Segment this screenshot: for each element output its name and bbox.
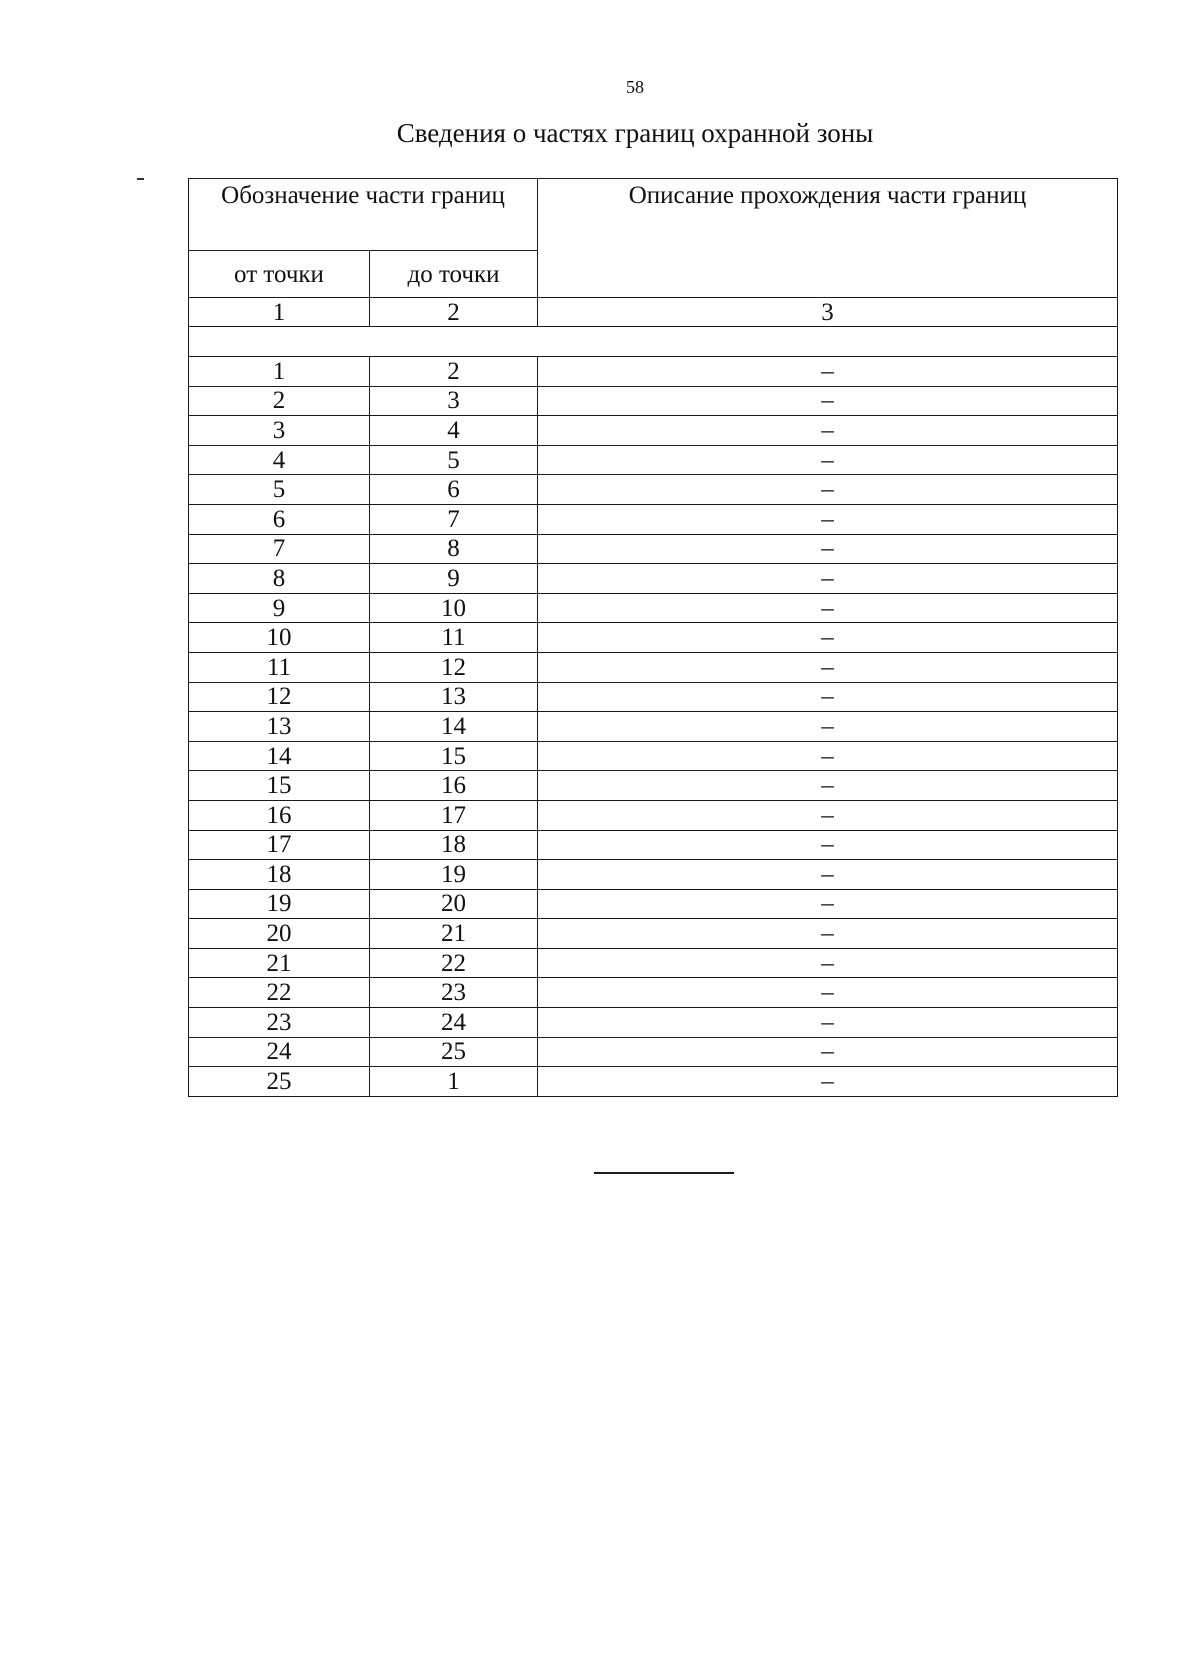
column-number-row xyxy=(189,298,1118,327)
from-point-cell: 24 xyxy=(189,1037,370,1067)
to-point-cell: 10 xyxy=(370,593,538,623)
from-point-cell: 21 xyxy=(189,948,370,978)
from-point-cell: 7 xyxy=(189,534,370,564)
page-number: 58 xyxy=(626,77,644,97)
description-cell: – xyxy=(538,416,1118,446)
description-cell: – xyxy=(538,504,1118,534)
header-to-point: до точки xyxy=(370,251,538,298)
table-row xyxy=(189,978,1118,1008)
description-cell: – xyxy=(538,860,1118,890)
table-row xyxy=(189,445,1118,475)
description-cell: – xyxy=(538,682,1118,712)
to-point-cell: 16 xyxy=(370,771,538,801)
description-cell: – xyxy=(538,1037,1118,1067)
from-point-cell: 17 xyxy=(189,830,370,860)
description-cell: – xyxy=(538,800,1118,830)
to-point-cell: 11 xyxy=(370,623,538,653)
to-point-cell: 20 xyxy=(370,889,538,919)
table-row xyxy=(189,593,1118,623)
description-cell: – xyxy=(538,741,1118,771)
to-point-cell: 4 xyxy=(370,416,538,446)
from-point-cell: 16 xyxy=(189,800,370,830)
description-cell: – xyxy=(538,978,1118,1008)
to-point-cell: 17 xyxy=(370,800,538,830)
from-point-cell: 9 xyxy=(189,593,370,623)
description-cell: – xyxy=(538,1067,1118,1097)
description-cell: – xyxy=(538,919,1118,949)
table-row xyxy=(189,712,1118,742)
empty-section-cell xyxy=(189,327,1118,357)
from-point-cell: 8 xyxy=(189,564,370,594)
header-from-point: от точки xyxy=(189,251,370,298)
table-row xyxy=(189,682,1118,712)
description-cell: – xyxy=(538,889,1118,919)
from-point-cell: 18 xyxy=(189,860,370,890)
description-cell: – xyxy=(538,386,1118,416)
description-cell: – xyxy=(538,593,1118,623)
to-point-cell: 2 xyxy=(370,357,538,387)
table-row xyxy=(189,948,1118,978)
table-row xyxy=(189,860,1118,890)
description-cell: – xyxy=(538,357,1118,387)
to-point-cell: 25 xyxy=(370,1037,538,1067)
to-point-cell: 9 xyxy=(370,564,538,594)
table-row xyxy=(189,741,1118,771)
table-row xyxy=(189,357,1118,387)
table-row xyxy=(189,416,1118,446)
from-point-cell: 23 xyxy=(189,1008,370,1038)
from-point-cell: 19 xyxy=(189,889,370,919)
description-cell: – xyxy=(538,623,1118,653)
from-point-cell: 12 xyxy=(189,682,370,712)
to-point-cell: 7 xyxy=(370,504,538,534)
from-point-cell: 25 xyxy=(189,1067,370,1097)
table-row xyxy=(189,830,1118,860)
table-row xyxy=(189,623,1118,653)
from-point-cell: 5 xyxy=(189,475,370,505)
table-row xyxy=(189,504,1118,534)
table-row xyxy=(189,771,1118,801)
table-row xyxy=(189,1037,1118,1067)
table-row xyxy=(189,534,1118,564)
description-cell: – xyxy=(538,564,1118,594)
to-point-cell: 21 xyxy=(370,919,538,949)
from-point-cell: 10 xyxy=(189,623,370,653)
description-cell: – xyxy=(538,652,1118,682)
table-row xyxy=(189,800,1118,830)
end-of-section-rule xyxy=(594,1172,734,1174)
description-cell: – xyxy=(538,948,1118,978)
column-number-2: 2 xyxy=(370,298,538,327)
to-point-cell: 6 xyxy=(370,475,538,505)
column-number-3: 3 xyxy=(538,298,1118,327)
table-header-row xyxy=(189,179,1118,251)
to-point-cell: 19 xyxy=(370,860,538,890)
to-point-cell: 15 xyxy=(370,741,538,771)
to-point-cell: 13 xyxy=(370,682,538,712)
from-point-cell: 14 xyxy=(189,741,370,771)
from-point-cell: 20 xyxy=(189,919,370,949)
from-point-cell: 11 xyxy=(189,652,370,682)
to-point-cell: 24 xyxy=(370,1008,538,1038)
table-row xyxy=(189,386,1118,416)
header-boundary-designation: Обозначение части границ xyxy=(189,179,538,251)
to-point-cell: 3 xyxy=(370,386,538,416)
table-row xyxy=(189,889,1118,919)
from-point-cell: 3 xyxy=(189,416,370,446)
table-row xyxy=(189,1067,1118,1097)
boundary-parts-table xyxy=(188,178,1118,1097)
from-point-cell: 22 xyxy=(189,978,370,1008)
from-point-cell: 2 xyxy=(189,386,370,416)
from-point-cell: 13 xyxy=(189,712,370,742)
table-row xyxy=(189,475,1118,505)
table-row xyxy=(189,652,1118,682)
table-row xyxy=(189,1008,1118,1038)
from-point-cell: 6 xyxy=(189,504,370,534)
to-point-cell: 22 xyxy=(370,948,538,978)
to-point-cell: 23 xyxy=(370,978,538,1008)
description-cell: – xyxy=(538,475,1118,505)
from-point-cell: 4 xyxy=(189,445,370,475)
scan-artifact-mark xyxy=(137,178,144,180)
to-point-cell: 5 xyxy=(370,445,538,475)
description-cell: – xyxy=(538,712,1118,742)
to-point-cell: 8 xyxy=(370,534,538,564)
from-point-cell: 1 xyxy=(189,357,370,387)
empty-section-row xyxy=(189,327,1118,357)
column-number-1: 1 xyxy=(189,298,370,327)
to-point-cell: 18 xyxy=(370,830,538,860)
description-cell: – xyxy=(538,1008,1118,1038)
table-row xyxy=(189,564,1118,594)
description-cell: – xyxy=(538,534,1118,564)
to-point-cell: 14 xyxy=(370,712,538,742)
description-cell: – xyxy=(538,771,1118,801)
to-point-cell: 1 xyxy=(370,1067,538,1097)
description-cell: – xyxy=(538,830,1118,860)
description-cell: – xyxy=(538,445,1118,475)
header-boundary-description: Описание прохождения части границ xyxy=(538,179,1118,298)
from-point-cell: 15 xyxy=(189,771,370,801)
table-row xyxy=(189,919,1118,949)
to-point-cell: 12 xyxy=(370,652,538,682)
page-title: Сведения о частях границ охранной зоны xyxy=(396,118,874,148)
